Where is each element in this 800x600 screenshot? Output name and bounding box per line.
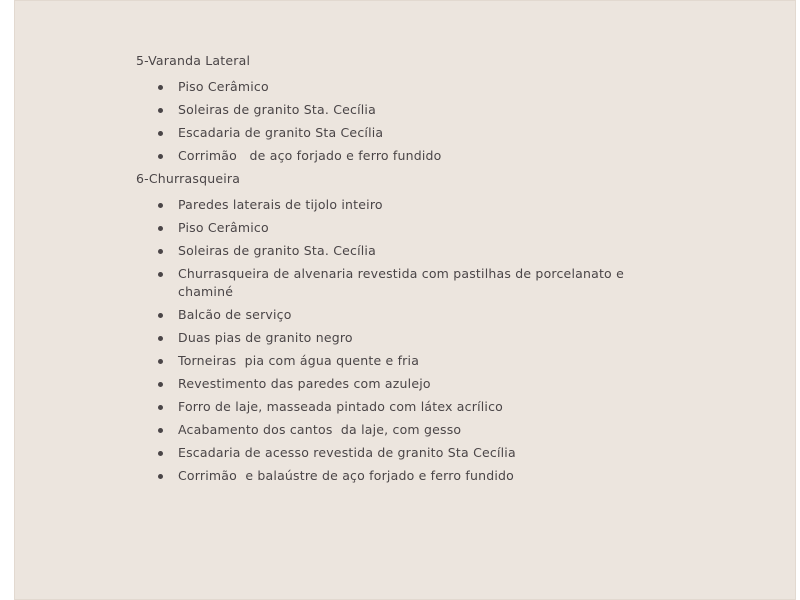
list-item: [136, 467, 656, 485]
bullet-icon: [158, 226, 163, 231]
list-item-text: Escadaria de granito Sta Cecília: [178, 125, 384, 140]
section-churrasqueira: [136, 170, 656, 485]
list-item-text: Paredes laterais de tijolo inteiro: [178, 197, 383, 212]
section-heading: 5-Varanda Lateral: [136, 53, 251, 68]
bullet-icon: [158, 154, 163, 159]
list-item-text: Churrasqueira de alvenaria revestida com pastilhas de porcelanato e chaminé: [178, 266, 624, 299]
list-item-text: Escadaria de acesso revestida de granito Sta Cecília: [178, 445, 516, 460]
bullet-icon: [158, 359, 163, 364]
list-item: [136, 124, 656, 142]
bullet-icon: [158, 108, 163, 113]
bullet-icon: [158, 336, 163, 341]
list-item: [136, 352, 656, 370]
document-page: [14, 0, 796, 600]
bullet-icon: [158, 382, 163, 387]
section-heading: 6-Churrasqueira: [136, 171, 241, 186]
item-list: [136, 78, 656, 165]
bullet-icon: [158, 405, 163, 410]
item-list: [136, 196, 656, 485]
section-varanda-lateral: [136, 52, 656, 165]
list-item-text: Duas pias de granito negro: [178, 330, 353, 345]
list-item-text: Acabamento dos cantos da laje, com gesso: [178, 422, 462, 437]
list-item: [136, 329, 656, 347]
bullet-icon: [158, 272, 163, 277]
list-item-text: Piso Cerâmico: [178, 220, 269, 235]
list-item-text: Balcão de serviço: [178, 307, 292, 322]
bullet-icon: [158, 85, 163, 90]
list-item-text: Torneiras pia com água quente e fria: [178, 353, 420, 368]
list-item: [136, 444, 656, 462]
list-item-text: Soleiras de granito Sta. Cecília: [178, 102, 376, 117]
list-item: [136, 147, 656, 165]
list-item: [136, 101, 656, 119]
bullet-icon: [158, 451, 163, 456]
list-item: [136, 242, 656, 260]
bullet-icon: [158, 428, 163, 433]
list-item: [136, 219, 656, 237]
list-item: [136, 265, 648, 301]
bullet-icon: [158, 203, 163, 208]
list-item-text: Corrimão e balaústre de aço forjado e ferro fundido: [178, 468, 515, 483]
list-item: [136, 398, 656, 416]
list-item-text: Revestimento das paredes com azulejo: [178, 376, 431, 391]
list-item-text: Forro de laje, masseada pintado com látex acrílico: [178, 399, 504, 414]
list-item: [136, 78, 656, 96]
list-item-text: Corrimão de aço forjado e ferro fundido: [178, 148, 442, 163]
list-item: [136, 421, 656, 439]
document-content: [136, 52, 656, 490]
list-item: [136, 196, 656, 214]
list-item: [136, 375, 656, 393]
list-item: [136, 306, 656, 324]
bullet-icon: [158, 313, 163, 318]
bullet-icon: [158, 131, 163, 136]
bullet-icon: [158, 249, 163, 254]
bullet-icon: [158, 474, 163, 479]
list-item-text: Soleiras de granito Sta. Cecília: [178, 243, 376, 258]
list-item-text: Piso Cerâmico: [178, 79, 269, 94]
